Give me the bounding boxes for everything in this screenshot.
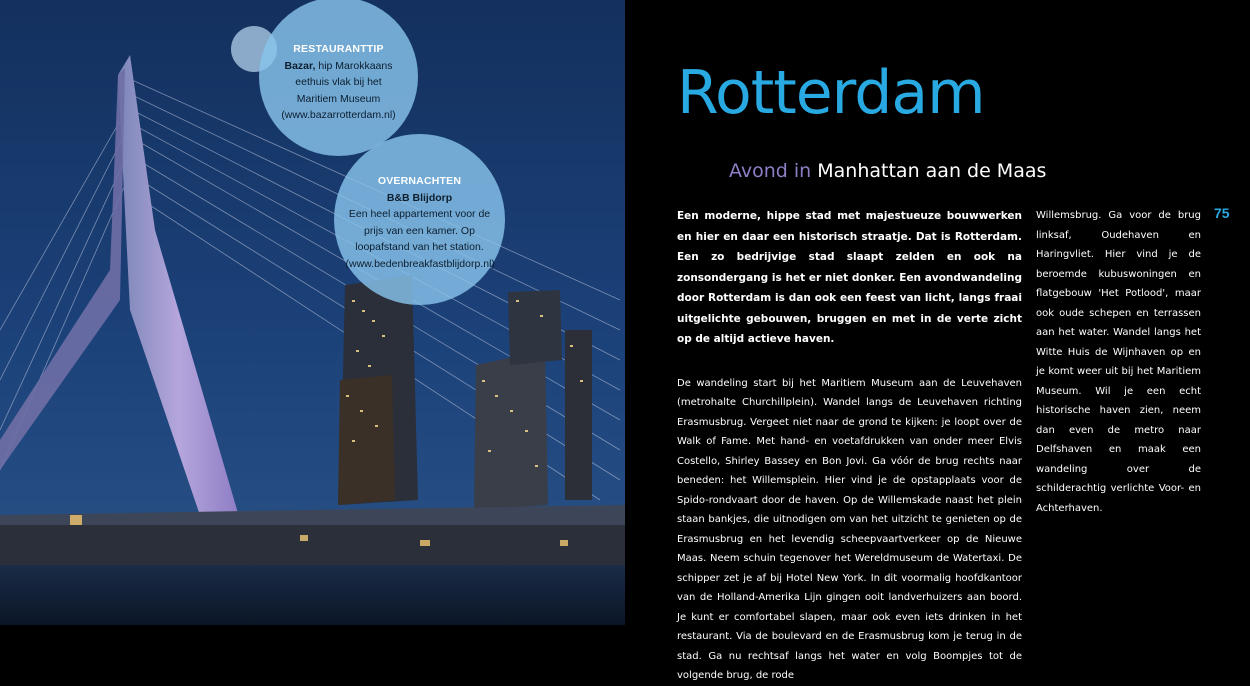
rotterdam-night-photo [0, 0, 625, 625]
article-column-1 [677, 206, 1022, 686]
restaurant-tip-heading: RESTAURANTTIP [293, 43, 384, 55]
article-intro: Een moderne, hippe stad met majestueuze bouwwerken en hier en daar een historisch straatje. Dat is Rotterdam. Een zo bedrijvige stad slaapt zelden en ook na zonsondergang is het er niet donker. Een avondwandeling door Rotterdam is dan ook een feest van licht, langs fraai uitgelichte gebouwen, bruggen en met in de verte zicht op de altijd actieve haven. [677, 210, 1022, 345]
subtitle-accent: Avond in [729, 160, 812, 182]
stay-tip-heading: OVERNACHTEN [377, 175, 462, 187]
article-column-2 [1036, 206, 1201, 518]
restaurant-description: hip Marokkaans eethuis vlak bij het Maritiem Museum (www.bazarrotterdam.nl) [281, 59, 396, 121]
article-body-2: Willemsbrug. Ga voor de brug linksaf, Oudehaven en Haringvliet. Hier vind je de beroemde kubuswoningen en flatgebouw 'Het Potlood', maar ook oude schepen en terrassen aan het water. Wandel langs het Witte Huis de Wijnhaven op en je komt weer uit bij het Maritiem Museum. Wil je een echt historische haven zien, neem dan even de metro naar Delfshaven en maak een wandeling over de schilderachtig verlichte Voor- en Achterhaven. [1036, 210, 1201, 514]
page-number: 75 [1214, 205, 1230, 221]
restaurant-name: Bazar, [284, 59, 316, 72]
article-body-1: De wandeling start bij het Maritiem Museum aan de Leuvehaven (metrohalte Churchillplein). Wandel langs de Leuvehaven richting Erasmusbrug. Vergeet niet naar de grond te kijken: je loopt over de Walk of Fame. Met hand- en voetafdrukken van onder meer Elvis Costello, Shirley Bassey en Bon Jovi. Ga vóór de brug rechts naar beneden: het Willemsplein. Hier vind je de opstapplaats voor de Spido-rondvaart door de haven. Op de Willemskade naast het plein staan bankjes, die uitnodigen om van het uitzicht te genieten op de Erasmusbrug en het levendig scheepvaartverkeer op de Nieuwe Maas. Neem schuin tegenover het Wereldmuseum de Watertaxi. De schipper zet je af bij Hotel New York. In dit voormalig hoofdkantoor van de Holland-Amerika Lijn gingen ooit landverhuizers aan boord. Je kunt er comfortabel slapen, maar ook even iets drinken in het restaurant. Via de boulevard en de Erasmusbrug kom je terug in de stad. Ga nu rechtsaf langs het water en volg Boompjes tot de volgende brug, de rode [677, 377, 1022, 681]
stay-description: Een heel appartement voor de prijs van een kamer. Op loopafstand van het station. (www.bedenbreakfastblijdorp.nl) [345, 208, 495, 270]
stay-tip-bubble [334, 134, 505, 305]
page-subtitle [729, 160, 1046, 182]
subtitle-rest: Manhattan aan de Maas [817, 160, 1047, 182]
page-title: Rotterdam [677, 58, 985, 128]
article-page [625, 0, 1250, 681]
restaurant-tip-bubble [259, 0, 418, 156]
stay-name: B&B Blijdorp [386, 191, 453, 204]
